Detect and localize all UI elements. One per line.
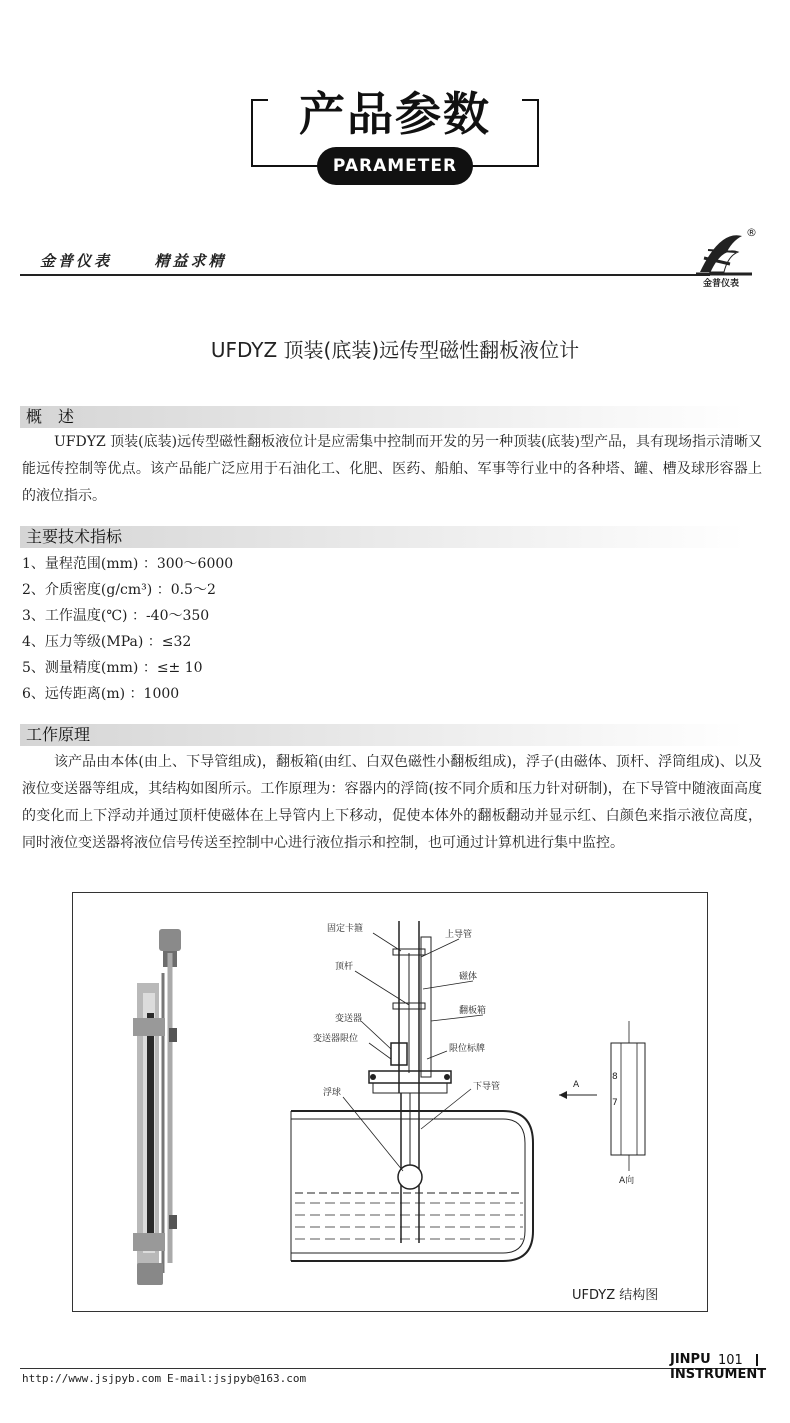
registered-mark: ® (746, 226, 757, 239)
spec-item: 4、压力等级(MPa) ：≤32 (22, 634, 192, 650)
scale-label-7: 7 (612, 1098, 618, 1108)
footer-divider (20, 1368, 760, 1369)
scale-label-8: 8 (612, 1072, 618, 1082)
footer-website-link[interactable]: http://www.jsjpyb.com (22, 1372, 162, 1385)
label-lower-tube: 下导管 (473, 1082, 501, 1092)
page-header (0, 0, 790, 200)
document-title: UFDYZ 顶装(底装)远传型磁性翻板液位计 (210, 338, 580, 362)
view-a-detail (559, 1021, 645, 1186)
page-title: 产品参数 (299, 87, 491, 141)
logo-caption: 金普仪表 (702, 279, 739, 289)
label-upper-tube: 上导管 (445, 930, 473, 940)
brand-motto: 精益求精 (154, 252, 227, 270)
label-view-a-dir: A向 (619, 1176, 635, 1186)
spec-item: 2、介质密度(g/cm³) ：0.5～2 (22, 582, 216, 598)
label-float: 浮球 (323, 1088, 342, 1098)
structure-figure (72, 892, 708, 1312)
section-heading-overview: 概 述 (20, 406, 746, 428)
label-transmitter-limit: 变送器限位 (313, 1034, 359, 1044)
page-number-bar (756, 1354, 758, 1366)
page-number: 101 (718, 1353, 743, 1368)
spec-item: 1、量程范围(mm) ：300～6000 (22, 556, 234, 572)
footer-email-link[interactable]: E-mail:jsjpyb@163.com (167, 1372, 307, 1385)
footer-brand-bottom: INSTRUMENT (670, 1367, 767, 1382)
label-transmitter: 变送器 (335, 1014, 363, 1024)
structure-diagram (73, 893, 707, 1311)
footer-brand-top: JINPU (670, 1352, 711, 1367)
gauge-drawing (369, 921, 451, 1243)
brand-divider (20, 274, 710, 276)
product-photo (133, 929, 181, 1285)
section-heading-principle: 工作原理 (20, 724, 746, 746)
label-magnet: 磁体 (459, 972, 478, 982)
overview-paragraph: UFDYZ 顶装(底装)远传型磁性翻板液位计是应需集中控制而开发的另一种顶装(底装)型产品，具有现场指示清晰又能远传控制等优点。该产品能广泛应用于石油化工、化肥、医药、船舶、军事等行业中的各种塔、罐、槽及球形容器上的液位指示。 (22, 434, 763, 504)
spec-list (22, 551, 622, 707)
principle-paragraph: 该产品由本体(由上、下导管组成)，翻板箱(由红、白双色磁性小翻板组成)，浮子(由磁体、顶杆、浮筒组成)、以及液位变送器等组成，其结构如图所示。工作原理为：容器内的浮筒(按不同介质和压力针对研制)，在下导管中随液面高度的变化而上下浮动并通过顶杆使磁体在上导管内上下移动，促使本体外的翻板翻动并显示红、白颜色来指示液位高度，同时液位变送器将液位信号传送至控制中心进行液位指示和控制，也可通过计算机进行集中监控。 (22, 754, 762, 851)
brand-strip (40, 250, 227, 271)
spec-item: 6、远传距离(m) ：1000 (22, 686, 180, 702)
spec-item: 3、工作温度(℃) ：-40～350 (22, 608, 210, 624)
label-rod: 顶杆 (335, 962, 354, 972)
figure-caption: UFDYZ 结构图 (572, 1288, 659, 1303)
brand-name: 金普仪表 (40, 252, 113, 270)
page-subtitle-badge: PARAMETER (317, 147, 473, 185)
label-view-a: A (573, 1080, 580, 1090)
spec-item: 5、测量精度(mm) ：≤± 10 (22, 660, 203, 676)
label-limit-plate: 限位标牌 (449, 1044, 486, 1054)
section-heading-specs: 主要技术指标 (20, 526, 746, 548)
label-clamp: 固定卡箍 (327, 924, 364, 934)
label-flap-box: 翻板箱 (459, 1006, 487, 1016)
